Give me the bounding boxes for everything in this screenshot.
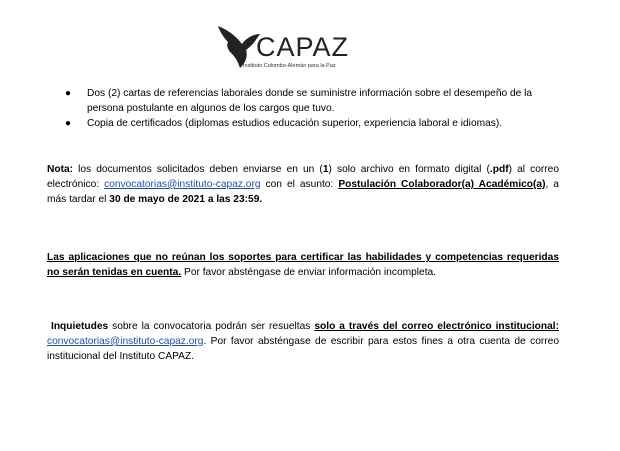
applications-warning: Las aplicaciones que no reúnan los soportes para certificar las habilidades y competencias requeridas no serán tenidas en cuenta. Por favor absténgase de enviar información incompleta. — [47, 252, 559, 279]
document-body — [47, 86, 559, 364]
email-link[interactable]: convocatorias@instituto-capaz.org — [104, 178, 261, 190]
bullet-icon: ● — [65, 118, 72, 130]
bullet-icon: ● — [65, 88, 72, 99]
note-paragraph: Nota: los documentos solicitados deben enviarse en un (1) solo archivo en formato digital (.pdf) al correo electrónico: convocatorias@instituto-capaz.org con el asunto: Postulación Colaborador(a) Académico(a), a más tardar el 30 de mayo de 2021 a las 23:59. — [47, 163, 559, 206]
email-subject: Postulación Colaborador(a) Académico(a) — [338, 178, 546, 190]
inquiries-label: Inquietudes — [50, 320, 109, 332]
logo-wordmark: CAPAZ — [256, 32, 350, 62]
deadline: 30 de mayo de 2021 a las 23:59. — [109, 194, 263, 206]
note-label: Nota: — [47, 163, 74, 175]
logo-subtitle: Instituto Colombo-Alemán para la Paz — [243, 63, 336, 69]
list-item: ● Copia de certificados (diplomas estudios educación superior, experiencia laboral e idiomas). — [87, 116, 559, 131]
requirements-list — [47, 86, 559, 132]
inquiries-paragraph: Inquietudes sobre la convocatoria podrán ser resueltas solo a través del correo electrónico institucional: convocatorias@instituto-capaz.org. Por favor absténgase de escribir para estos fines a otra cuenta de correo institucional del Instituto CAPAZ. — [47, 320, 559, 363]
capaz-logo — [216, 20, 366, 72]
email-link[interactable]: convocatorias@instituto-capaz.org — [47, 335, 204, 347]
list-item: ● Dos (2) cartas de referencias laborales donde se suministre información sobre el desempeño de la persona postulante en algunos de los cargos que tuvo. — [65, 88, 533, 115]
